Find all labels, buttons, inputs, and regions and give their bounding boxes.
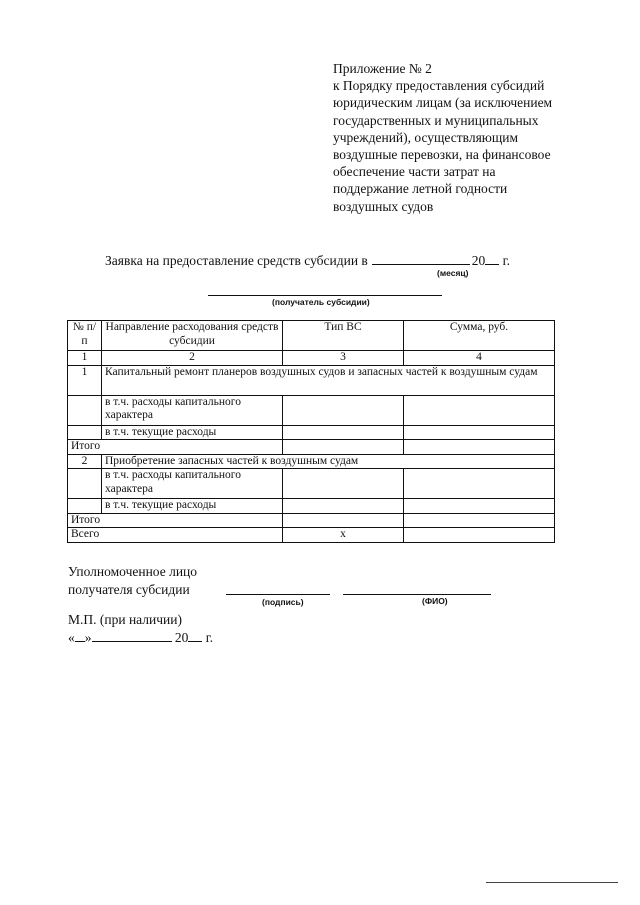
type-cell[interactable] xyxy=(283,425,404,440)
header-line: воздушных судов xyxy=(333,198,434,214)
type-cell[interactable] xyxy=(283,513,404,528)
section2-title: Приобретение запасных частей к воздушным судам xyxy=(102,454,555,469)
empty-cell xyxy=(68,469,102,499)
sum-cell[interactable] xyxy=(404,425,555,440)
header-sum: Сумма, руб. xyxy=(404,321,555,351)
section1-title-row xyxy=(68,365,555,395)
grand-total-label: Всего xyxy=(68,528,283,543)
year-prefix: 20 xyxy=(471,253,486,268)
type-cell[interactable] xyxy=(283,440,404,455)
date-line xyxy=(68,629,213,646)
section2-current-label: в т.ч. текущие расходы xyxy=(102,499,283,514)
header-direction: Направление расходования средств субсидии xyxy=(102,321,283,351)
header-num: № п/п xyxy=(68,321,102,351)
subsidy-table xyxy=(67,320,555,543)
header-line: обеспечение части затрат на xyxy=(333,164,496,180)
signature-line[interactable] xyxy=(226,594,330,595)
recipient-line[interactable] xyxy=(208,295,442,296)
year-suffix: г. xyxy=(502,253,511,268)
year-blank-date[interactable] xyxy=(188,629,202,642)
signature-block xyxy=(68,563,197,598)
col-number: 4 xyxy=(404,351,555,366)
col-number: 1 xyxy=(68,351,102,366)
empty-cell xyxy=(68,499,102,514)
section1-capital-label: в т.ч. расходы капитального характера xyxy=(102,395,283,425)
signatory-line1: Уполномоченное лицо xyxy=(68,564,198,579)
col-number: 3 xyxy=(283,351,404,366)
column-numbers-row xyxy=(68,351,555,366)
recipient-hint: (получатель субсидии) xyxy=(272,297,370,307)
header-line: учреждений), осуществляющим xyxy=(333,129,519,145)
section1-num: 1 xyxy=(68,365,102,395)
type-cell[interactable] xyxy=(283,395,404,425)
date-close: » xyxy=(84,630,92,645)
section1-total-label: Итого xyxy=(68,440,283,455)
name-hint: (ФИО) xyxy=(422,596,448,606)
type-cell[interactable] xyxy=(283,469,404,499)
type-cell[interactable] xyxy=(283,499,404,514)
header-line: государственных и муниципальных xyxy=(333,112,539,128)
section1-capital-row xyxy=(68,395,555,425)
empty-cell xyxy=(68,425,102,440)
section2-title-row xyxy=(68,454,555,469)
sum-cell[interactable] xyxy=(404,513,555,528)
footer-rule xyxy=(486,882,618,883)
section2-capital-label: в т.ч. расходы капитального характера xyxy=(102,469,283,499)
col-number: 2 xyxy=(102,351,283,366)
year-blank[interactable] xyxy=(485,251,499,265)
header-line: воздушные перевозки, на финансовое xyxy=(333,147,551,163)
stamp-note: М.П. (при наличии) xyxy=(68,612,182,627)
sum-cell[interactable] xyxy=(404,528,555,543)
section2-total-label: Итого xyxy=(68,513,283,528)
header-line: поддержание летной годности xyxy=(333,181,508,197)
section2-num: 2 xyxy=(68,454,102,469)
section1-title: Капитальный ремонт планеров воздушных судов и запасных частей к воздушным судам xyxy=(102,365,555,395)
grand-total-row xyxy=(68,528,555,543)
name-line[interactable] xyxy=(343,594,491,595)
header-line: к Порядку предоставления субсидий xyxy=(333,78,545,94)
sum-cell[interactable] xyxy=(404,395,555,425)
section2-total-row xyxy=(68,513,555,528)
section2-current-row xyxy=(68,499,555,514)
month-blank[interactable] xyxy=(372,251,470,265)
section1-total-row xyxy=(68,440,555,455)
header-line: юридическим лицам (за исключением xyxy=(333,95,553,111)
application-title xyxy=(105,251,510,269)
table-header-row xyxy=(68,321,555,351)
date-open: « xyxy=(68,630,75,645)
sum-cell[interactable] xyxy=(404,499,555,514)
month-blank-date[interactable] xyxy=(92,629,172,642)
section1-current-label: в т.ч. текущие расходы xyxy=(102,425,283,440)
section2-capital-row xyxy=(68,469,555,499)
signature-hint: (подпись) xyxy=(262,597,304,607)
month-hint: (месяц) xyxy=(437,268,469,278)
date-suffix: г. xyxy=(205,630,214,645)
empty-cell xyxy=(68,395,102,425)
day-blank[interactable] xyxy=(75,629,85,642)
sum-cell[interactable] xyxy=(404,469,555,499)
sum-cell[interactable] xyxy=(404,440,555,455)
header-type: Тип ВС xyxy=(283,321,404,351)
header-line: Приложение № 2 xyxy=(333,61,432,76)
grand-total-type-mark: x xyxy=(283,528,404,543)
title-prefix: Заявка на предоставление средств субсидии в xyxy=(105,253,368,268)
appendix-header xyxy=(333,60,613,215)
section1-current-row xyxy=(68,425,555,440)
date-year: 20 xyxy=(174,630,189,645)
signatory-line2: получателя субсидии xyxy=(68,581,190,597)
